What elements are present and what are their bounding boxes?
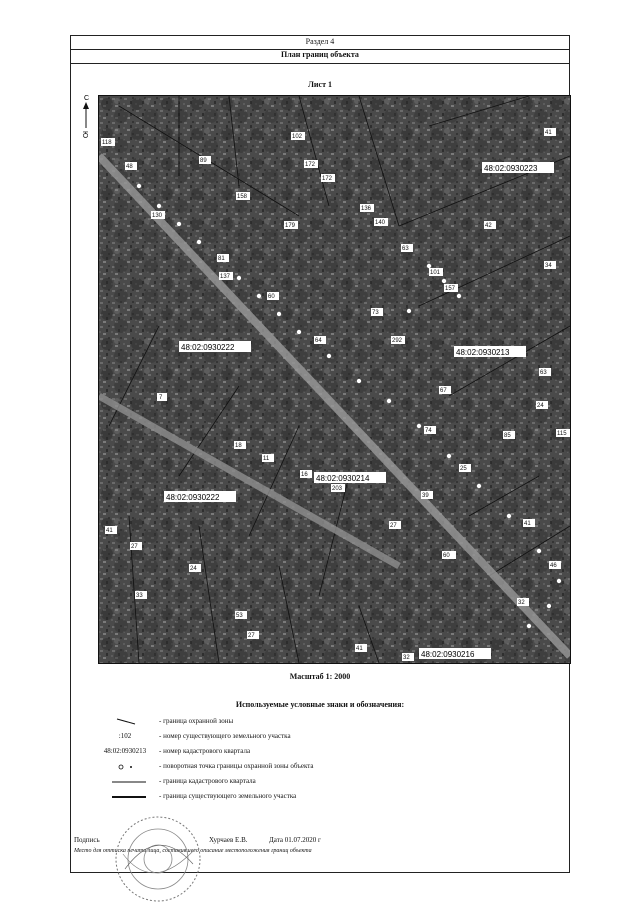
legend-item [91,789,551,804]
parcel-number: 39 [422,493,429,499]
parcel-number: 41 [545,130,552,136]
quarter-boundary-line-icon [91,774,159,789]
legend-text: - граница охранной зоны [159,717,234,725]
stamp-seal-icon [113,814,203,904]
parcel-number: 16 [301,472,308,478]
parcel-number: 292 [392,338,403,344]
parcel-number: 32 [403,655,410,661]
quarter-label-6: 48:02:0930216 [421,650,475,659]
signature-label: Подпись [74,836,100,844]
legend-text: - граница кадастрового квартала [159,777,256,785]
signature-date: Дата 01.07.2020 г [269,836,321,844]
legend-text: - поворотная точка границы охранной зоны объекта [159,762,314,770]
parcel-number: 63 [402,246,409,252]
parcel-number: 67 [440,388,447,394]
section-header: Раздел 4 [71,36,569,50]
parcel-number: 89 [200,158,207,164]
north-arrow-icon [79,92,93,142]
parcel-number: 179 [285,223,296,229]
parcel-number: 41 [106,528,113,534]
parcel-number: 48 [126,164,133,170]
parcel-number: 102 [292,134,303,140]
parcel-number: 60 [268,294,275,300]
south-letter: Ю [81,131,88,139]
quarter-label-1: 48:02:0930223 [484,164,538,173]
parcel-number: 85 [504,433,511,439]
parcel-number: 27 [390,523,397,529]
parcel-number: 27 [248,633,255,639]
parcel-number: 101 [430,270,441,276]
parcel-boundary-line-icon [91,789,159,804]
signer-name: Хурчаев Е.В. [209,836,248,844]
document-frame [70,35,570,873]
parcel-number: 74 [425,428,432,434]
parcel-number: 25 [460,466,467,472]
parcel-number: 7 [159,395,163,401]
page-title: План границ объекта [71,49,569,64]
parcel-number: 64 [315,338,322,344]
legend-item [91,729,551,744]
parcel-number: 32 [518,600,525,606]
legend-item [91,744,551,759]
aerial-map [98,95,571,664]
parcel-number: 42 [485,223,492,229]
parcel-number: 41 [356,646,363,652]
parcel-number: 63 [540,370,547,376]
legend-text: - граница существующего земельного участка [159,792,297,800]
parcel-number: 136 [361,206,372,212]
quarter-label-2: 48:02:0930222 [181,343,235,352]
parcel-number: 11 [263,456,270,462]
sheet-label: Лист 1 [307,80,333,89]
parcel-number: 53 [236,613,243,619]
parcel-number: 27 [131,544,138,550]
legend-item [91,759,551,774]
parcel-number: 158 [237,194,248,200]
parcel-number: 137 [220,274,231,280]
parcel-number: 115 [557,431,567,437]
parcel-number: 73 [372,310,379,316]
quarter-label-4: 48:02:0930214 [316,474,370,483]
quarter-label-3: 48:02:0930213 [456,348,510,357]
parcel-number: 33 [136,593,143,599]
quarter-number-symbol: 48:02:0930213 [103,747,147,755]
parcel-number-symbol: :102 [118,732,132,740]
parcel-number: 140 [375,220,386,226]
turning-point-icon [91,759,159,774]
parcel-number: 34 [545,263,552,269]
parcel-number: 203 [332,486,343,492]
parcel-number: 172 [305,162,316,168]
map-scale: Масштаб 1: 2000 [289,672,351,681]
protection-zone-line-icon [91,714,159,729]
parcel-number: 130 [152,213,163,219]
legend-text: - номер кадастрового квартала [159,747,251,755]
parcel-number: 24 [537,403,544,409]
parcel-number: 24 [190,566,197,572]
legend-item [91,714,551,729]
legend-text: - номер существующего земельного участка [159,732,291,740]
legend-title: Используемые условные знаки и обозначения: [235,700,405,709]
legend-item [91,774,551,789]
parcel-number: 81 [218,256,225,262]
legend [91,714,551,804]
parcel-number: 157 [445,286,456,292]
parcel-number: 60 [443,553,450,559]
north-letter: С [84,95,90,102]
parcel-number: 118 [102,140,112,146]
quarter-label-5: 48:02:0930222 [166,493,220,502]
parcel-number: 41 [524,521,531,527]
parcel-number: 18 [235,443,242,449]
stamp-place-note: Место для оттиска печати лица, составившего описание местоположения границ объекта [74,848,312,854]
parcel-number: 172 [322,176,333,182]
parcel-number: 46 [550,563,557,569]
